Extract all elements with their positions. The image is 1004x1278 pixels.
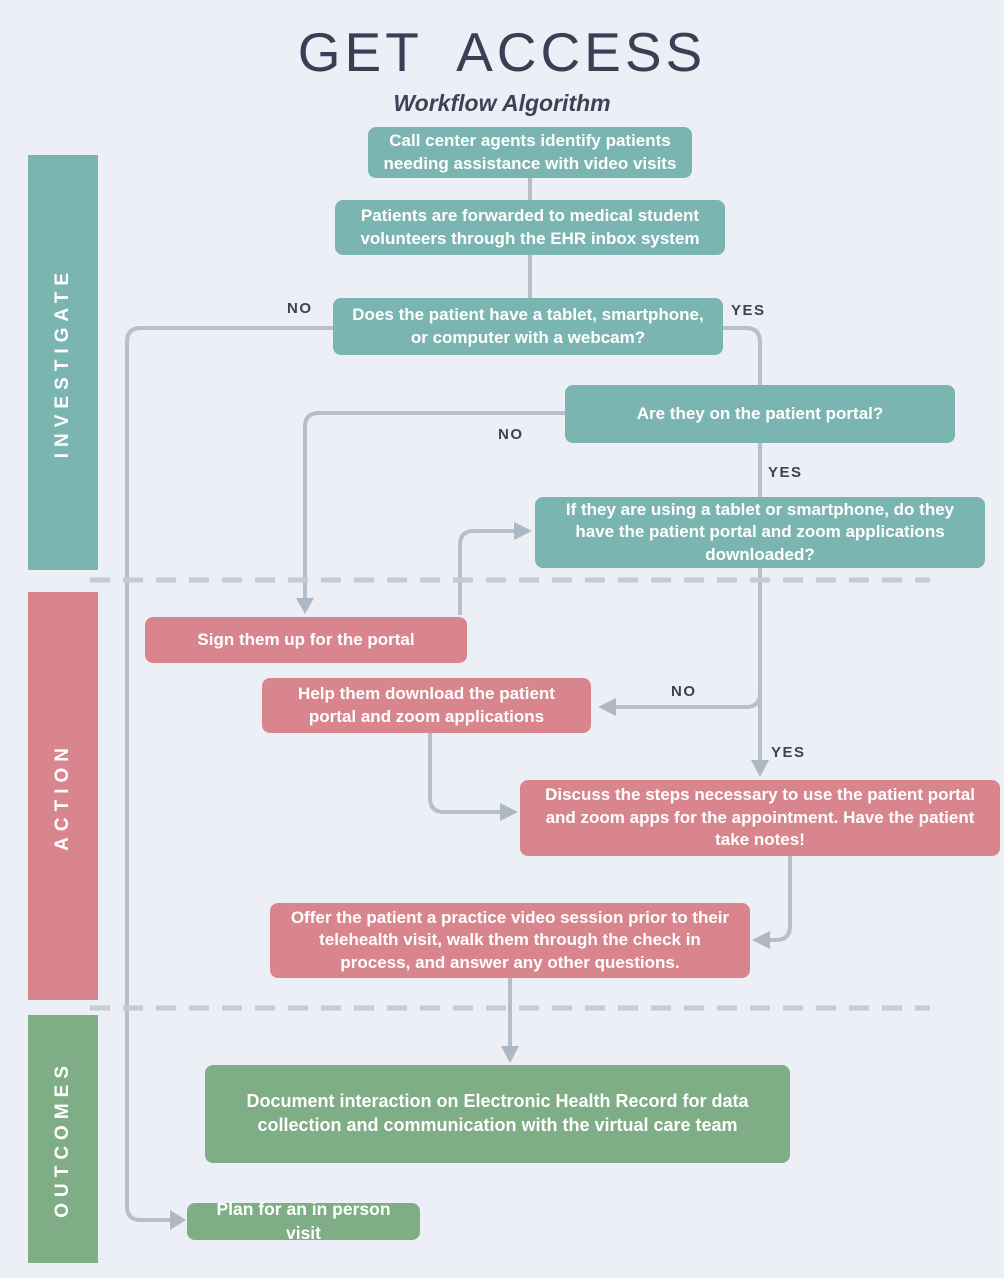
arrowhead-practice-right [752, 931, 770, 949]
node-document-interaction: Document interaction on Electronic Health Record for data collection and communication with the virtual care team [205, 1065, 790, 1163]
phase-bar-investigate [28, 155, 98, 570]
phase-bar-outcomes [28, 1015, 98, 1263]
edge-discuss-to-practice [768, 856, 790, 940]
arrowhead-help-download [598, 698, 616, 716]
edge-label-portal-no: NO [498, 426, 524, 443]
edge-label-apps-yes: YES [771, 744, 806, 761]
node-call-center: Call center agents identify patients needing assistance with video visits [368, 127, 692, 178]
arrowhead-discuss-top [751, 760, 769, 777]
phase-bar-action [28, 592, 98, 1000]
arrowhead-apps-left [514, 522, 532, 540]
edge-label-device-yes: YES [731, 302, 766, 319]
phase-label-action: ACTION [52, 741, 73, 851]
arrowhead-discuss-left [500, 803, 518, 821]
phase-label-outcomes: OUTCOMES [52, 1060, 73, 1218]
page-title: GET ACCESS [297, 21, 707, 83]
edge-label-apps-no: NO [671, 683, 697, 700]
edge-signup-to-apps [460, 531, 516, 615]
node-help-download: Help them download the patient portal and zoom applications [262, 678, 591, 733]
arrowhead-sign-up [296, 598, 314, 614]
edge-portal-no [305, 413, 565, 600]
node-in-person-visit: Plan for an in person visit [187, 1203, 420, 1240]
node-discuss-steps: Discuss the steps necessary to use the patient portal and zoom apps for the appointment. Have the patient take notes! [520, 780, 1000, 856]
node-device-question: Does the patient have a tablet, smartphone, or computer with a webcam? [333, 298, 723, 355]
node-sign-up-portal: Sign them up for the portal [145, 617, 467, 663]
arrowhead-in-person [170, 1210, 186, 1230]
node-apps-question: If they are using a tablet or smartphone, do they have the patient portal and zoom applications downloaded? [535, 497, 985, 568]
edge-help-to-discuss [430, 733, 502, 812]
node-forwarded-ehr: Patients are forwarded to medical student volunteers through the EHR inbox system [335, 200, 725, 255]
arrowhead-document-top [501, 1046, 519, 1063]
page-subtitle: Workflow Algorithm [393, 90, 611, 116]
edge-label-device-no: NO [287, 300, 313, 317]
phase-label-investigate: INVESTIGATE [52, 266, 73, 459]
node-portal-question: Are they on the patient portal? [565, 385, 955, 443]
node-practice-session: Offer the patient a practice video session prior to their telehealth visit, walk them through the check in process, and answer any other questions. [270, 903, 750, 978]
edge-label-portal-yes: YES [768, 464, 803, 481]
